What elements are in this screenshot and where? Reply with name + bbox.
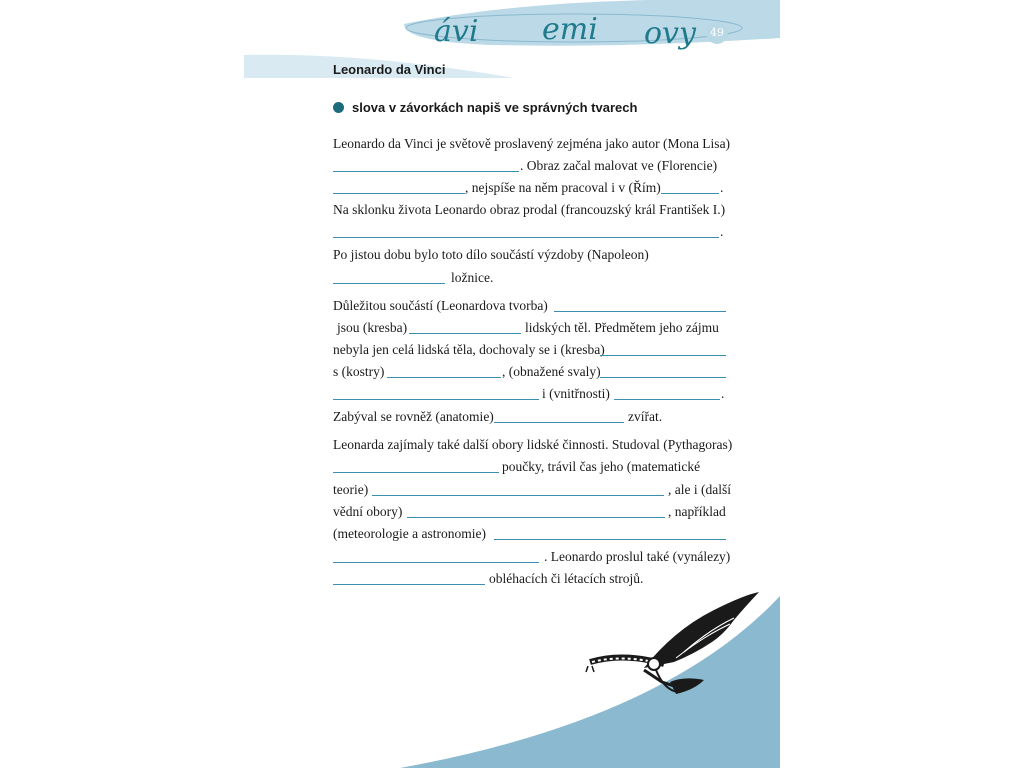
text-line: . xyxy=(720,224,724,239)
blank-field[interactable] xyxy=(661,193,719,194)
text-line: obléhacích či létacích strojů. xyxy=(489,571,644,586)
blank-field[interactable] xyxy=(333,399,539,400)
blank-field[interactable] xyxy=(407,517,665,518)
blank-field[interactable] xyxy=(600,355,726,356)
blank-field[interactable] xyxy=(333,584,485,585)
text-line: ložnice. xyxy=(451,270,494,285)
text-line: , nejspíše na něm pracoval i v (Řím) xyxy=(465,180,661,195)
workbook-page xyxy=(244,0,780,768)
text-line: jsou (kresba) xyxy=(337,320,408,335)
text-line: i (vnitřnosti) xyxy=(542,386,610,401)
header-word-1: ávi xyxy=(434,14,479,49)
text-line: Na sklonku života Leonardo obraz prodal (francouzský král František I.) xyxy=(333,202,726,217)
blank-field[interactable] xyxy=(494,422,624,423)
blank-field[interactable] xyxy=(333,193,465,194)
blank-field[interactable] xyxy=(372,495,664,496)
text-line: nebyla jen celá lidská těla, dochovaly se i (kresba) xyxy=(333,342,605,357)
blank-field[interactable] xyxy=(409,333,521,334)
blank-field[interactable] xyxy=(333,472,499,473)
text-line: , ale i (další xyxy=(668,482,731,497)
blank-field[interactable] xyxy=(600,377,726,378)
text-line: zvířat. xyxy=(628,409,663,424)
page-number: 49 xyxy=(706,22,728,44)
text-line: teorie) xyxy=(333,482,369,497)
blank-field[interactable] xyxy=(333,237,719,238)
text-line: poučky, trávil čas jeho (matematické xyxy=(502,459,701,474)
text-line: vědní obory) xyxy=(333,504,403,519)
bullet-icon xyxy=(333,102,344,113)
text-line: , například xyxy=(668,504,726,519)
blank-field[interactable] xyxy=(494,539,726,540)
blank-field[interactable] xyxy=(387,377,501,378)
text-line: Po jistou dobu bylo toto dílo součástí výzdoby (Napoleon) xyxy=(333,247,649,262)
page-title: Leonardo da Vinci xyxy=(333,62,446,77)
blank-field[interactable] xyxy=(333,171,519,172)
text-line: Leonardo da Vinci je světově proslavený zejména jako autor (Mona Lisa) xyxy=(333,136,731,151)
header-word-2: emi xyxy=(542,12,598,47)
blank-field[interactable] xyxy=(614,399,720,400)
text-line: . xyxy=(720,180,724,195)
text-line: (meteorologie a astronomie) xyxy=(333,526,486,541)
blank-field[interactable] xyxy=(333,562,539,563)
text-line: Zabýval se rovněž (anatomie) xyxy=(333,409,494,424)
text-line: . Obraz začal malovat ve (Florencie) xyxy=(520,158,718,173)
text-line: . xyxy=(721,386,725,401)
blank-field[interactable] xyxy=(554,311,726,312)
blank-field[interactable] xyxy=(333,283,445,284)
text-line: s (kostry) xyxy=(333,364,385,379)
task-instruction xyxy=(333,100,637,115)
text-line: . Leonardo proslul také (vynálezy) xyxy=(544,549,731,564)
flying-machine-illustration xyxy=(584,590,764,710)
text-line: Důležitou součástí (Leonardova tvorba) xyxy=(333,298,548,313)
text-line: , (obnažené svaly) xyxy=(502,364,601,379)
task-text: slova v závorkách napiš ve správných tvarech xyxy=(352,100,638,115)
text-line: Leonarda zajímaly také další obory lidské činnosti. Studoval (Pythagoras) xyxy=(333,437,733,452)
text-line: lidských těl. Předmětem jeho zájmu xyxy=(525,320,719,335)
header-word-3: ovy xyxy=(644,16,696,51)
